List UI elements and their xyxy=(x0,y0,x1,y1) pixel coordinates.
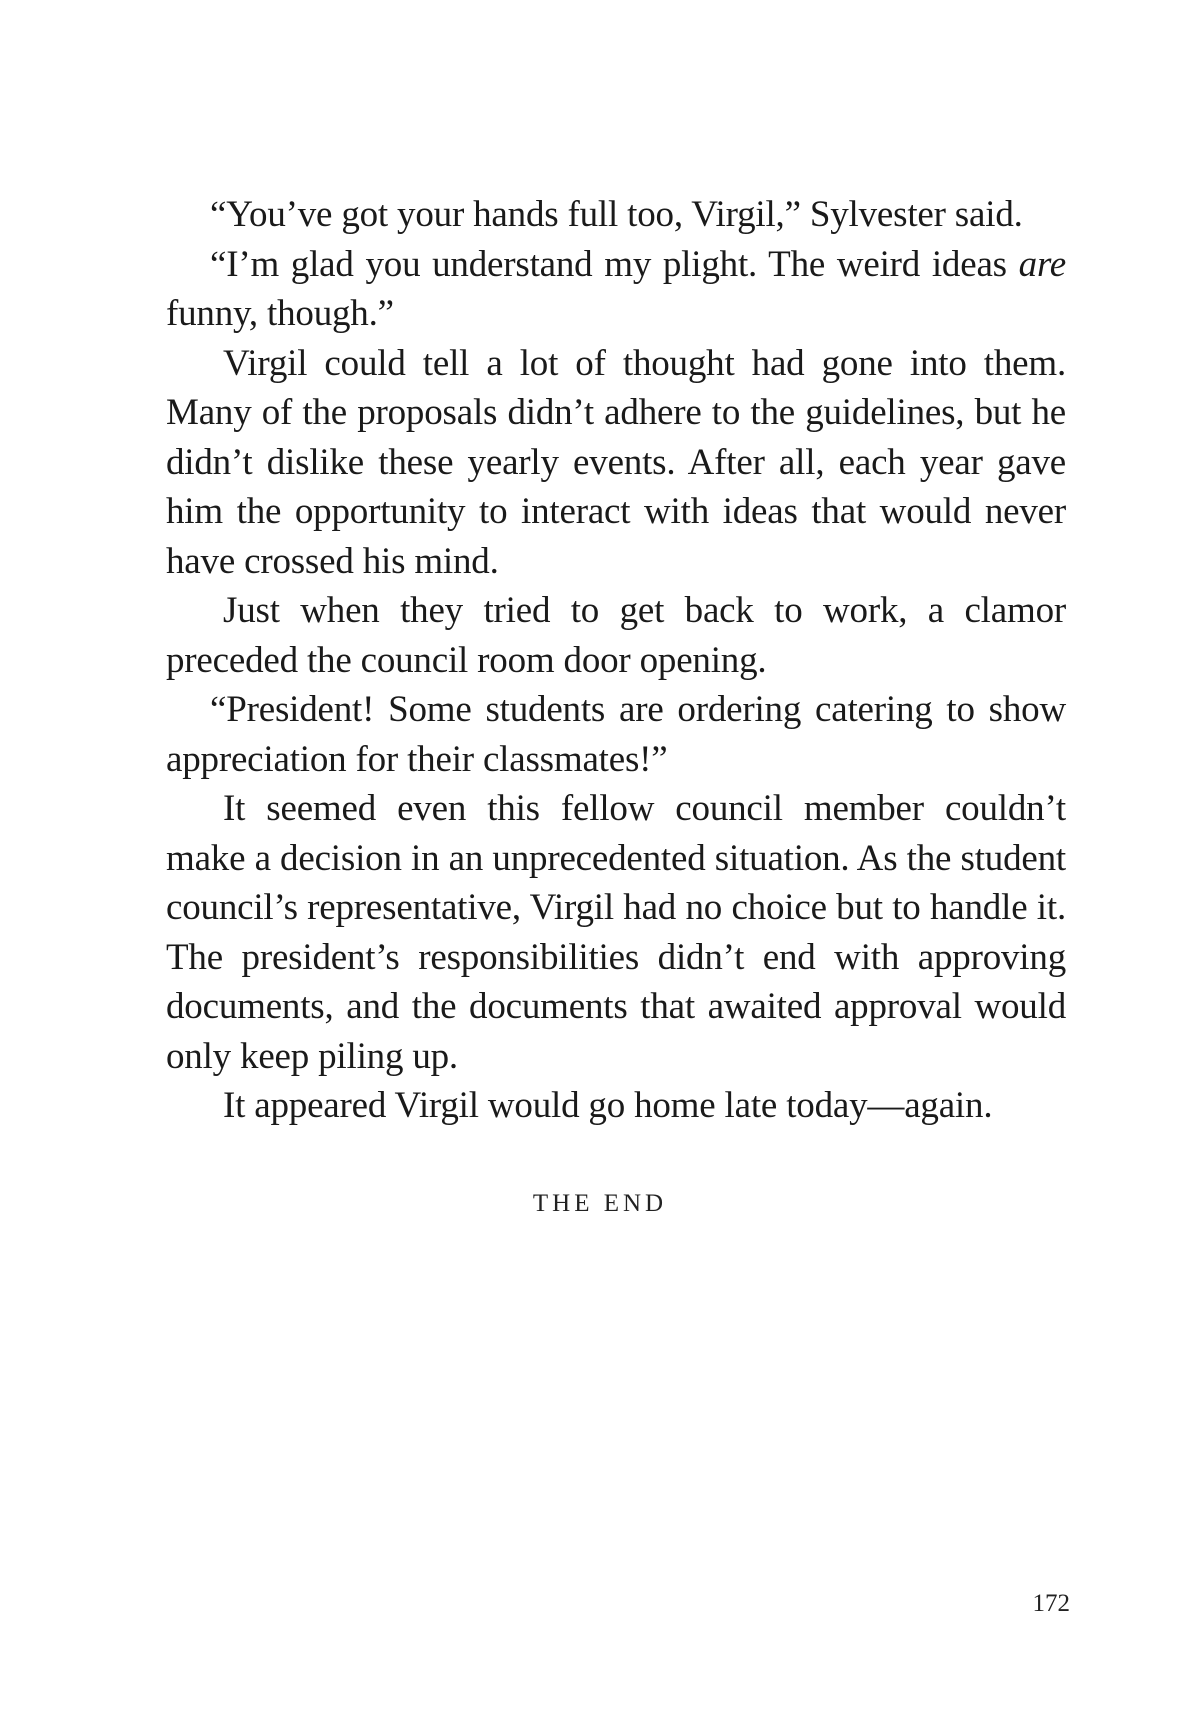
paragraph-2 xyxy=(166,240,1066,339)
body-text xyxy=(166,190,1066,1131)
paragraph-5: “President! Some students are ordering catering to show appreciation for their classmates!” xyxy=(166,689,1066,780)
paragraph-2-start: “I’m glad you understand my plight. The weird ideas xyxy=(210,243,1019,285)
page-number: 172 xyxy=(1032,1590,1070,1617)
paragraph-1: “You’ve got your hands full too, Virgil,” Sylvester said. xyxy=(210,194,1023,235)
paragraph-7: It appeared Virgil would go home late today—again. xyxy=(223,1085,993,1126)
paragraph-6: It seemed even this fellow council member couldn’t make a decision in an unprecedented situation. As the student council’s representative, Virgil had no choice but to handle it. The president’s responsibilities didn’t end with approving documents, and the documents that awaited approval would only keep piling up. xyxy=(166,788,1066,1077)
paragraph-3: Virgil could tell a lot of thought had gone into them. Many of the proposals didn’t adhere to the guidelines, but he didn’t dislike these yearly events. After all, each year gave him the opportunity to interact with ideas that would never have crossed his mind. xyxy=(166,342,1066,582)
paragraph-4: Just when they tried to get back to work, a clamor preceded the council room door opening. xyxy=(166,590,1066,681)
the-end-marker: THE END xyxy=(532,1190,668,1217)
paragraph-2-end: funny, though.” xyxy=(166,293,394,334)
paragraph-2-italic: are xyxy=(1018,243,1066,285)
